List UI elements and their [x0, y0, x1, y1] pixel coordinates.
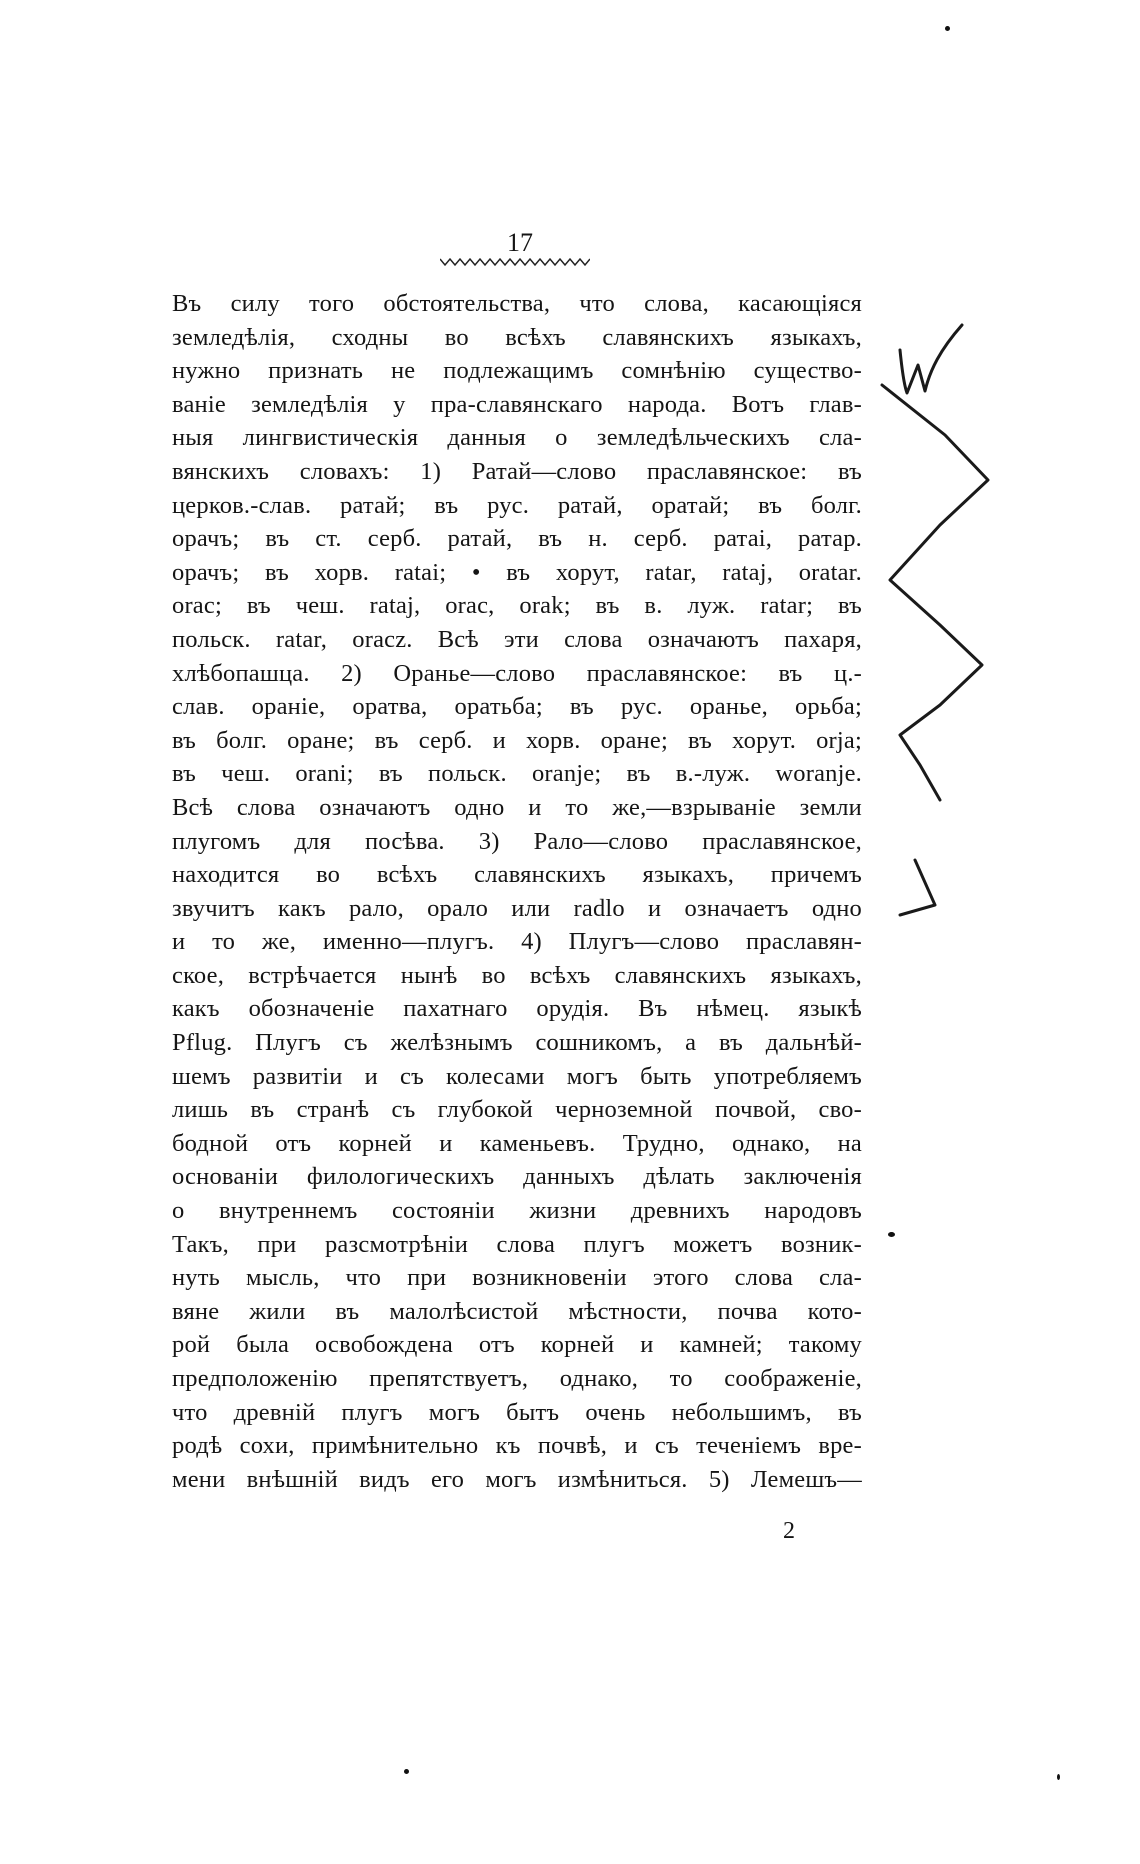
text-line: въ чеш. orani; въ польск. oranje; въ в.-луж. woranje.	[172, 760, 862, 788]
text-line: ское, встрѣчается нынѣ во всѣхъ славянскихъ языкахъ,	[172, 961, 862, 989]
text-line: о внутреннемъ состояніи жизни древнихъ народовъ	[172, 1197, 862, 1225]
body-text	[172, 287, 862, 1496]
text-line: ваніе земледѣлія у пра-славянскаго народа. Вотъ глав-	[172, 390, 862, 418]
text-line: орачъ; въ хорв. ratai; • въ хорут, ratar, rataj, oratar.	[172, 558, 862, 586]
ink-speck	[1057, 1774, 1060, 1780]
handwritten-annotation	[870, 315, 1000, 915]
text-line: бодной отъ корней и каменьевъ. Трудно, однако, на	[172, 1129, 862, 1157]
text-line: земледѣлія, сходны во всѣхъ славянскихъ языкахъ,	[172, 323, 862, 351]
text-line: какъ обозначеніе пахатнаго орудія. Въ нѣмец. языкѣ	[172, 995, 862, 1023]
text-line: что древній плугъ могъ бытъ очень небольшимъ, въ	[172, 1398, 862, 1426]
text-line: слав. ораніе, оратва, оратьба; въ рус. оранье, орьба;	[172, 693, 862, 721]
signature-mark: 2	[783, 1518, 795, 1544]
text-line: находится во всѣхъ славянскихъ языкахъ, причемъ	[172, 861, 862, 889]
ink-speck	[888, 1232, 895, 1237]
text-line: предположенію препятствуетъ, однако, то соображеніе,	[172, 1365, 862, 1392]
text-line: нужно признать не подлежащимъ сомнѣнію существо-	[172, 357, 862, 385]
text-line: лишь въ странѣ съ глубокой черноземной почвой, сво-	[172, 1096, 862, 1124]
text-line: Въ силу того обстоятельства, что слова, касающіяся	[172, 290, 862, 317]
text-line: въ болг. оране; въ серб. и хорв. оране; въ хорут. orja;	[172, 726, 862, 754]
text-line: и то же, именно—плугъ. 4) Плугъ—слово праславян-	[172, 928, 862, 956]
text-line: Всѣ слова означаютъ одно и то же,—взрываніе земли	[172, 793, 862, 821]
text-line: основаніи филологическихъ данныхъ дѣлать заключенія	[172, 1163, 862, 1191]
page-number: 17	[507, 228, 533, 257]
text-line: рой была освобождена отъ корней и камней; такому	[172, 1331, 862, 1359]
text-line: Pflug. Плугъ съ желѣзнымъ сошникомъ, а въ дальнѣй-	[172, 1029, 862, 1057]
text-line: родѣ сохи, примѣнительно къ почвѣ, и съ теченіемъ вре-	[172, 1432, 862, 1460]
text-line: польск. ratar, oracz. Всѣ эти слова означаютъ пахаря,	[172, 625, 862, 653]
text-line: хлѣбопашца. 2) Оранье—слово праславянское: въ ц.-	[172, 659, 862, 687]
text-line: церков.-слав. ратай; въ рус. ратай, оратай; въ болг.	[172, 491, 862, 519]
text-line: шемъ развитіи и съ колесами могъ быть употребляемъ	[172, 1062, 862, 1090]
text-line: Такъ, при разсмотрѣніи слова плугъ можетъ возник-	[172, 1230, 862, 1258]
ink-speck	[404, 1769, 409, 1774]
text-line: нуть мысль, что при возникновеніи этого слова сла-	[172, 1264, 862, 1292]
handwritten-letter-w	[900, 325, 962, 393]
text-line: мени внѣшній видъ его могъ измѣниться. 5) Лемешъ—	[172, 1465, 862, 1493]
text-line: вяне жили въ малолѣсистой мѣстности, почва кото-	[172, 1297, 862, 1325]
text-line: вянскихъ словахъ: 1) Ратай—слово праславянское: въ	[172, 457, 862, 485]
text-line: orac; въ чеш. rataj, orac, orak; въ в. луж. ratar; въ	[172, 592, 862, 620]
decorative-zigzag-rule	[440, 256, 590, 268]
handwritten-bracket-stroke	[900, 860, 935, 915]
ink-speck	[945, 26, 950, 31]
text-line: звучитъ какъ рало, орало или radlo и означаетъ одно	[172, 894, 862, 922]
text-line: плугомъ для посѣва. 3) Рало—слово праславянское,	[172, 827, 862, 855]
handwritten-zigzag-stroke	[882, 385, 988, 800]
text-line: орачъ; въ ст. серб. ратай, въ н. серб. ратаі, ратар.	[172, 525, 862, 553]
text-line: ныя лингвистическія данныя о земледѣльческихъ сла-	[172, 424, 862, 452]
